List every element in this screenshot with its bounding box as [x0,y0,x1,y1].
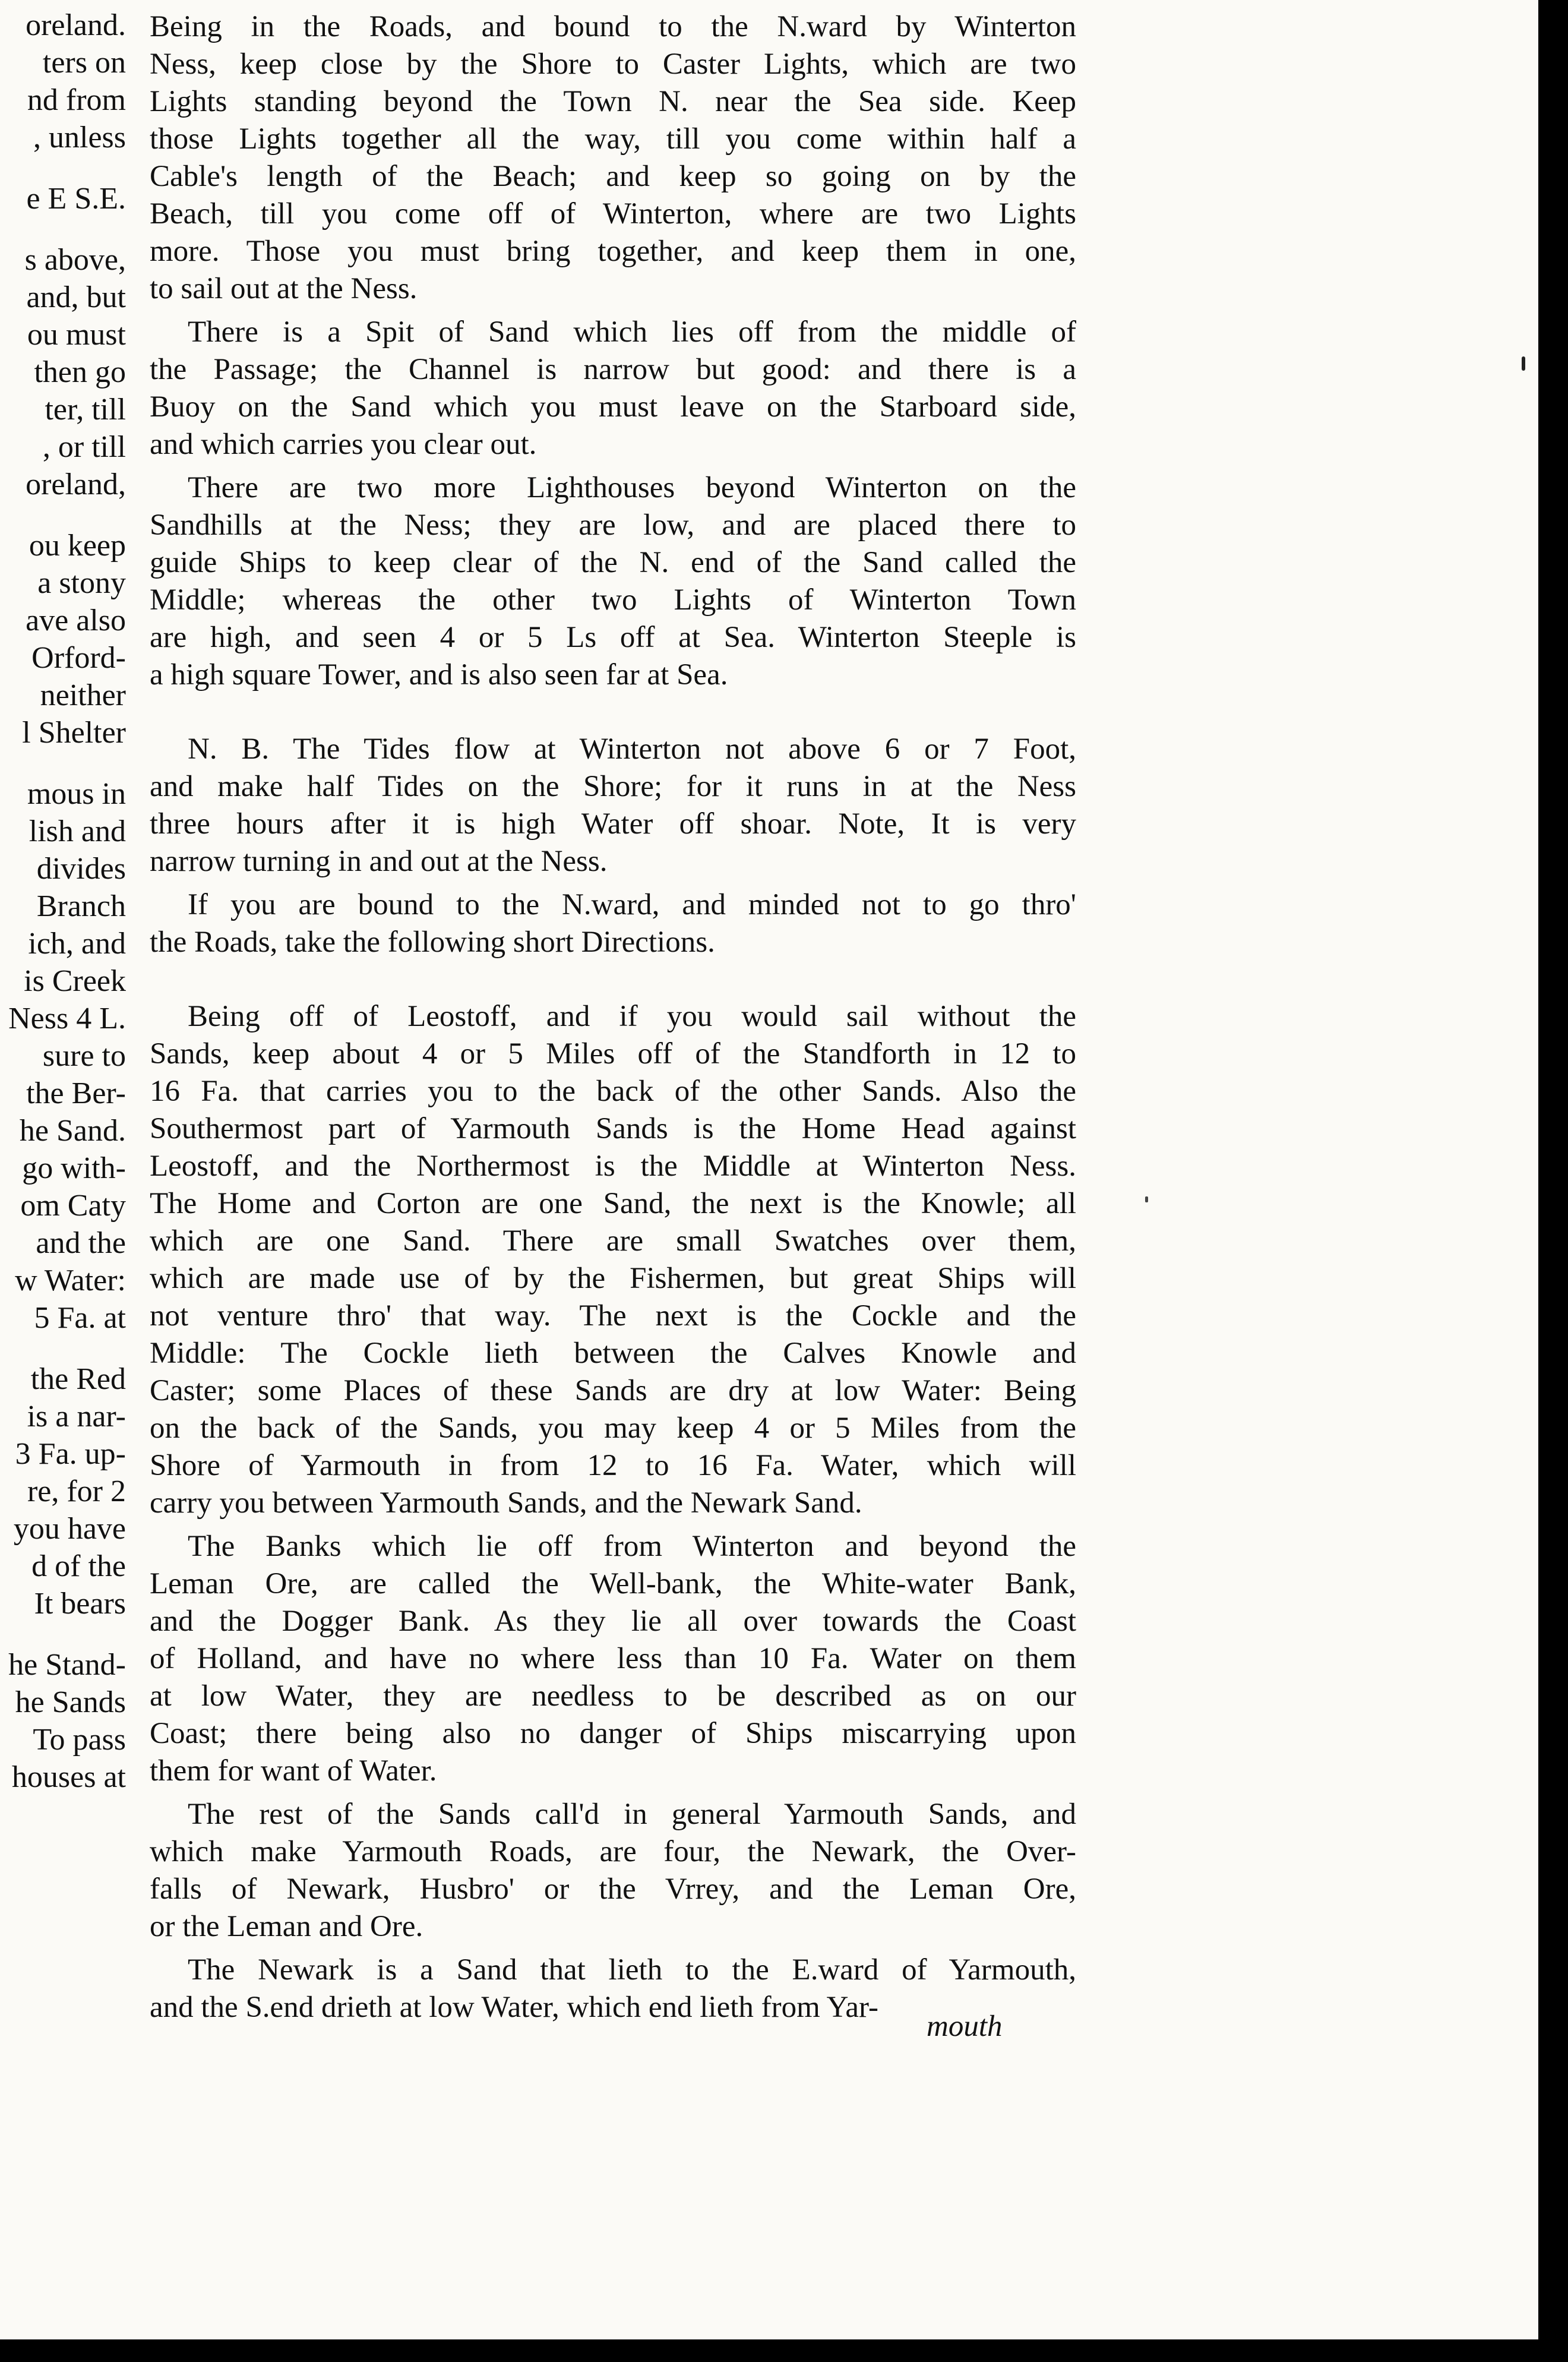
text-line: guide Ships to keep clear of the N. end of the Sand called the [150,546,1076,579]
text-line: those Lights together all the way, till you come within half a [150,122,1076,156]
left-column-line: sure to [42,1039,126,1073]
left-column-line: is Creek [24,964,126,998]
left-column-line: a stony [37,566,126,600]
text-line: Leman Ore, are called the Well-bank, the White-water Bank, [150,1567,1076,1600]
text-line: more. Those you must bring together, and keep them in one, [150,235,1076,268]
left-column-line: the Red [30,1362,126,1396]
text-line: carry you between Yarmouth Sands, and the Newark Sand. [150,1486,862,1520]
left-column-line: then go [34,355,126,389]
left-column-line: the Ber- [26,1076,126,1110]
text-line: of Holland, and have no where less than 10 Fa. Water on them [150,1642,1076,1675]
text-line: and which carries you clear out. [150,428,537,461]
left-column-line: ters on [42,46,126,80]
left-column-line: he Sands [15,1685,126,1719]
left-column-line: Ness 4 L. [8,1002,126,1035]
left-column-line: is a nar- [27,1400,126,1433]
text-line: The rest of the Sands call'd in general Yarmouth Sands, and [188,1798,1076,1831]
left-column-line: To pass [33,1723,126,1757]
text-line: three hours after it is high Water off shoar. Note, It is very [150,807,1076,841]
catchword: mouth [927,2010,1003,2043]
text-line: Lights standing beyond the Town N. near the Sea side. Keep [150,85,1076,118]
text-line: to sail out at the Ness. [150,272,418,305]
text-line: and the Dogger Bank. As they lie all over towards the Coast [150,1605,1076,1638]
left-column-line: 5 Fa. at [34,1301,126,1335]
text-line: and make half Tides on the Shore; for it runs in at the Ness [150,770,1076,803]
text-line: Being off of Leostoff, and if you would sail without the [188,1000,1076,1033]
paragraph [150,469,1076,694]
text-line: and the S.end drieth at low Water, which end lieth from Yar- [150,1991,878,2024]
left-column-line: ich, and [28,927,126,961]
left-column-line: e E S.E. [26,182,126,216]
left-column-line: , unless [33,121,126,154]
text-line: If you are bound to the N.ward, and minded not to go thro' [188,888,1076,921]
scan-border-bottom [0,2339,1568,2362]
text-line: Sandhills at the Ness; they are low, and are placed there to [150,509,1076,542]
left-column-line: ter, till [45,393,126,427]
text-line: Buoy on the Sand which you must leave on the Starboard side, [150,390,1076,424]
left-column-line: go with- [22,1151,126,1185]
left-column-line: Orford- [31,641,126,675]
left-column-fragment [0,0,138,2362]
left-column-line: neither [40,678,126,712]
text-line: There is a Spit of Sand which lies off from the middle of [188,315,1076,349]
left-column-line: and, but [26,280,126,314]
paragraph [150,8,1076,308]
text-line: which are one Sand. There are small Swatches over them, [150,1224,1076,1258]
text-line: Middle: The Cockle lieth between the Calves Knowle and [150,1337,1076,1370]
text-line: or the Leman and Ore. [150,1910,423,1943]
text-line: Southermost part of Yarmouth Sands is the Home Head against [150,1112,1076,1145]
left-column-line: and the [36,1226,126,1260]
text-line: narrow turning in and out at the Ness. [150,845,608,878]
text-line: The Home and Corton are one Sand, the next is the Knowle; all [150,1187,1076,1220]
ink-speck [1522,356,1525,371]
paragraph [150,1796,1076,1946]
left-column-line: 3 Fa. up- [15,1437,126,1471]
text-line: the Passage; the Channel is narrow but good: and there is a [150,353,1076,386]
left-column-line: ou keep [29,529,126,563]
left-column-line: , or till [42,430,126,464]
left-column-line: oreland, [26,468,126,501]
left-column-line: he Stand- [8,1648,126,1682]
paragraph [150,1528,1076,1790]
text-line: Coast; there being also no danger of Ships miscarrying upon [150,1717,1076,1750]
ink-speck [1145,1196,1148,1202]
text-line: falls of Newark, Husbro' or the Vrrey, and the Leman Ore, [150,1872,1076,1906]
text-line: on the back of the Sands, you may keep 4 or 5 Miles from the [150,1411,1076,1445]
text-line: not venture thro' that way. The next is the Cockle and the [150,1299,1076,1332]
text-line: Caster; some Places of these Sands are dry at low Water: Being [150,1374,1076,1407]
left-column-line: nd from [27,83,126,117]
text-line: Shore of Yarmouth in from 12 to 16 Fa. Water, which will [150,1449,1076,1482]
left-column-line: w Water: [15,1264,126,1297]
left-column-line: mous in [27,777,126,811]
left-column-line: lish and [29,814,126,848]
text-line: Leostoff, and the Northermost is the Middle at Winterton Ness. [150,1150,1076,1183]
paragraph [150,314,1076,463]
paragraph [150,998,1076,1522]
left-column-line: divides [36,852,126,886]
main-text-column [150,8,1076,2026]
text-line: There are two more Lighthouses beyond Winterton on the [188,471,1076,504]
left-column-line: s above, [24,243,126,277]
text-line: Beach, till you come off of Winterton, where are two Lights [150,197,1076,230]
text-line: N. B. The Tides flow at Winterton not above 6 or 7 Foot, [188,732,1076,766]
text-line: them for want of Water. [150,1754,437,1788]
left-column-line: re, for 2 [27,1474,126,1508]
left-column-line: ave also [26,604,126,637]
left-column-line: d of the [31,1549,126,1583]
left-column-line: houses at [11,1760,126,1794]
left-column-line: oreland. [26,8,126,42]
text-line: the Roads, take the following short Directions. [150,926,715,959]
paragraph [150,886,1076,961]
left-column-line: ou must [27,318,126,352]
left-column-line: l Shelter [22,716,126,750]
text-line: Sands, keep about 4 or 5 Miles off of the Standforth in 12 to [150,1037,1076,1071]
text-line: The Banks which lie off from Winterton and beyond the [188,1530,1076,1563]
text-line: which are made use of by the Fishermen, but great Ships will [150,1262,1076,1295]
text-line: 16 Fa. that carries you to the back of the other Sands. Also the [150,1075,1076,1108]
text-line: a high square Tower, and is also seen far at Sea. [150,658,728,691]
left-column-line: om Caty [20,1189,126,1223]
text-line: at low Water, they are needless to be described as on our [150,1679,1076,1713]
text-line: The Newark is a Sand that lieth to the E.ward of Yarmouth, [188,1953,1076,1987]
scan-border-right [1538,0,1568,2362]
left-column-line: Branch [36,889,126,923]
paragraph [150,731,1076,880]
text-line: Cable's length of the Beach; and keep so going on by the [150,160,1076,193]
left-column-line: you have [13,1512,126,1546]
text-line: Ness, keep close by the Shore to Caster Lights, which are two [150,48,1076,81]
text-line: are high, and seen 4 or 5 Ls off at Sea. Winterton Steeple is [150,621,1076,654]
left-column-line: he Sand. [19,1114,126,1148]
text-line: which make Yarmouth Roads, are four, the Newark, the Over- [150,1835,1076,1868]
text-line: Middle; whereas the other two Lights of Winterton Town [150,583,1076,617]
text-line: Being in the Roads, and bound to the N.ward by Winterton [150,10,1076,43]
left-column-line: It bears [34,1587,126,1621]
